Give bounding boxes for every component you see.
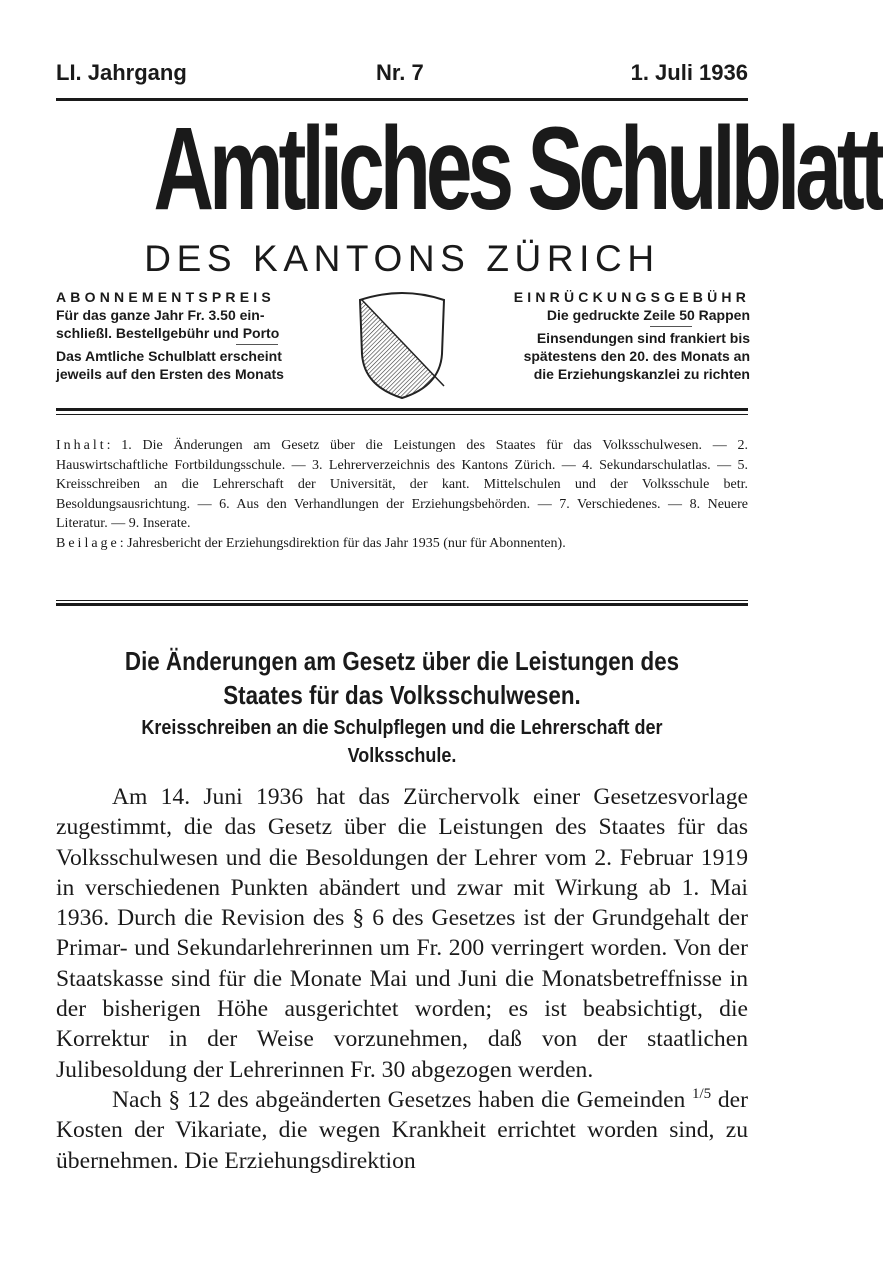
toc-label: Inhalt [56,438,107,453]
submission-note: Einsendungen sind frankiert bis [536,330,750,346]
table-of-contents [56,436,748,553]
toc-text: : 1. Die Änderungen am Gesetz über die Leistungen des Staates für das Volksschulwesen. — 2. Hauswirtschaftliche Fortbildungsschule. — 3. Lehrerverzeichnis des Kantons Zürich. — 4. Sekundarschulatlas. — 5. Kreisschreiben an die Lehrerschaft der Universität, der kant. Mittelschulen und der Volksschule betr. Besoldungsausrichtung. — 6. Aus den Verhandlungen der Erziehungsbehörden. — 7. Verschiedenes. — 8. Neuere Literatur. — 9. Inserate. [56,438,748,531]
header-rule [56,98,748,101]
divider [650,326,692,327]
submission-address: die Erziehungskanzlei zu richten [533,366,750,382]
subscription-box [56,288,344,383]
insertion-heading: EINRÜCKUNGSGEBÜHR [513,289,750,305]
article-title: Die Änderungen am Gesetz über die Leistungen des Staates für das Volksschulwesen. [124,646,680,710]
paragraph: Am 14. Juni 1936 hat das Zürchervolk einer Gesetzesvorlage zugestimmt, die das Gesetz über die Leistungen des Staates für das Volksschulwesen und die Besoldungen der Lehrer vom 2. Februar 1919 in verschiedenen Punkten abändert und zwar mit Wirkung ab 1. Mai 1936. Durch die Revision des § 6 des Gesetzes ist der Grundgehalt der Primar- und Sekundarlehrerinnen um Fr. 200 verringert worden. Von der Staatskasse sind für die Monate Mai und Juni die Monatsbetreffnisse in der bisherigen Höhe ausgerichtet worden; es ist beabsichtigt, die Korrektur in der Weise vorzunehmen, daß von der staatlichen Julibesoldung der Lehrerinnen Fr. 30 abgezogen werden. [56,784,748,1083]
publication-note: Das Amtliche Schulblatt erscheint [56,348,282,364]
section-rule-thin [56,414,748,415]
paragraph: Nach § 12 des abgeänderten Gesetzes haben die Gemeinden $^{1/5}$ der Kosten der Vikariate, die wegen Krankheit errichtet worden sind, zu übernehmen. Die Erziehungsdirektion [56,1086,748,1174]
section-rule [56,408,748,411]
masthead-title: Amtliches Schulblatt [153,103,883,235]
subscription-note: schließl. Bestellgebühr und Porto [56,325,280,341]
subscription-heading: ABONNEMENTSPREIS [56,289,275,305]
publication-schedule: jeweils auf den Ersten des Monats [56,366,284,382]
supplement-label: Beilage [56,535,120,551]
fraction: 1/5 [692,1086,712,1103]
submission-deadline: spätestens den 20. des Monats an [523,348,750,364]
volume-label: LI. Jahrgang [56,60,187,85]
issue-number: Nr. 7 [376,60,424,85]
article-body [56,782,748,1176]
issue-info-bar [56,60,748,92]
insertion-price: Die gedruckte Zeile 50 Rappen [546,307,750,323]
masthead-subtitle: DES KANTONS ZÜRICH [144,238,660,279]
supplement-text: : Jahresbericht der Erziehungsdirektion für das Jahr 1935 (nur für Abonnenten). [119,535,566,551]
insertion-box [460,288,750,383]
toc-rule [56,603,748,606]
toc-rule-thin [56,600,748,601]
divider [236,344,278,345]
article-subtitle: Kreisschreiben an die Schulpflegen und die Lehrerschaft der Volksschule. [141,717,663,767]
zurich-coat-of-arms-icon [354,286,450,402]
subscription-price: Für das ganze Jahr Fr. 3.50 ein- [56,307,265,323]
issue-date: 1. Juli 1936 [630,60,748,85]
